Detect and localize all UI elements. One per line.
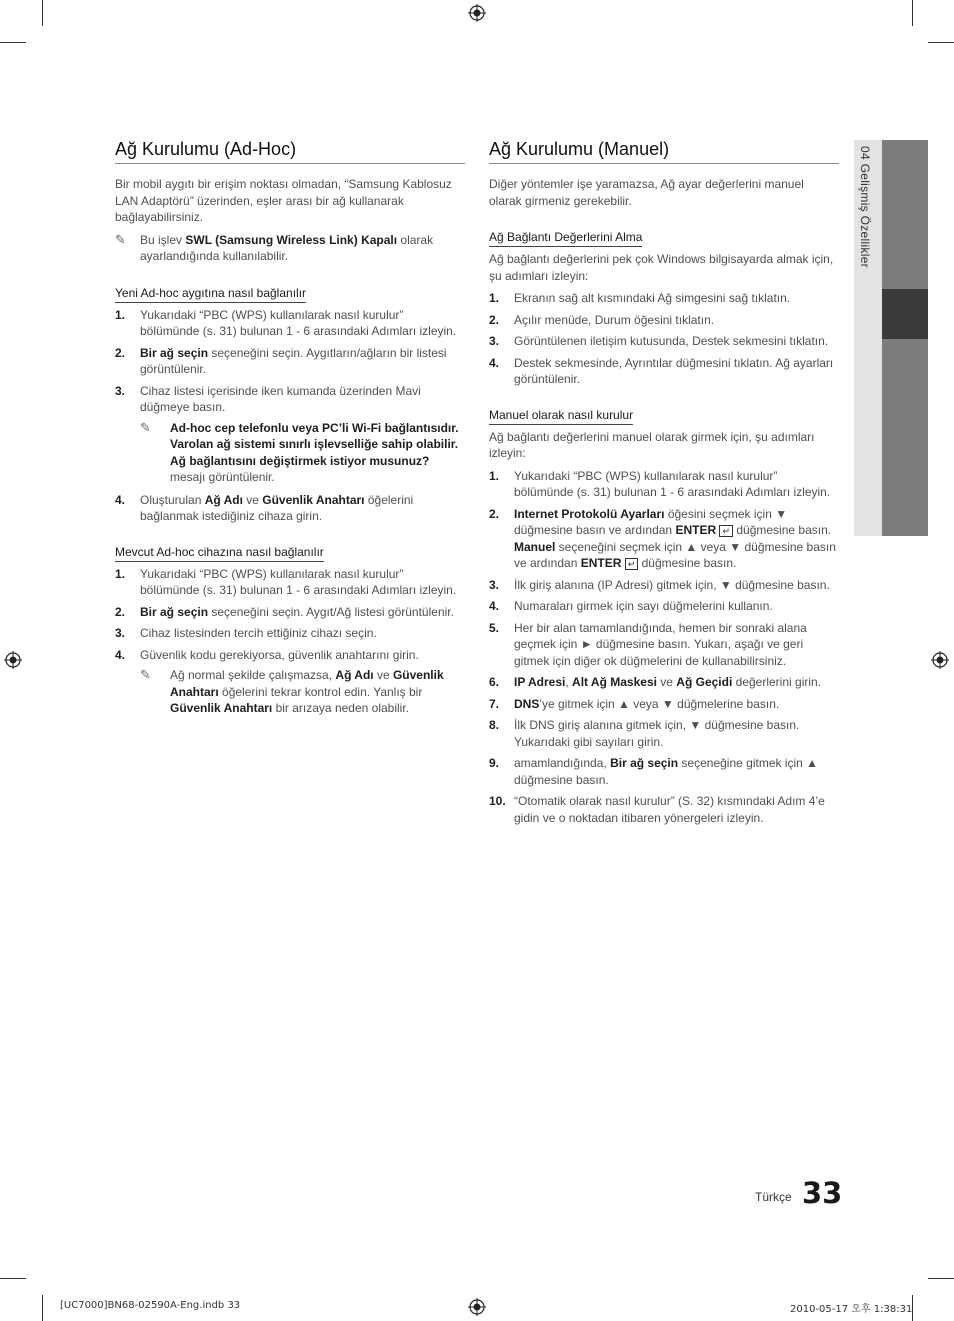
footer-language: Türkçe	[755, 1190, 792, 1204]
list-item: 5. Her bir alan tamamlandığında, hemen bir sonraki alana geçmek için ► düğmesine basın. Yukarı, aşağı ve geri gitmek için diğer ok düğmelerini de kullanabilirsiniz.	[489, 620, 807, 668]
list-item: 9. amamlandığında, Bir ağ seçin seçeneğine gitmek için ▲ düğmesine basın.	[489, 756, 819, 787]
steps-list	[489, 468, 839, 827]
list-item: 2. Bir ağ seçin seçeneğini seçin. Aygıt/Ağ listesi görüntülenir.	[115, 604, 454, 619]
steps-list	[115, 307, 465, 525]
subsection-title: Ağ Bağlantı Değerlerini Alma	[489, 229, 642, 247]
subsection-title: Mevcut Ad-hoc cihazına nasıl bağlanılır	[115, 544, 324, 562]
list-item: 4. Güvenlik kodu gerekiyorsa, güvenlik anahtarını girin. ✎ Ağ normal şekilde çalışmazsa, Ağ Adı ve Güvenlik Anahtarı öğelerini tekrar kontrol edin. Yanlış bir Güvenlik Anahtarı bir arızaya neden olabilir.	[115, 647, 465, 717]
pencil-note-icon: ✎	[115, 231, 126, 247]
crop-mark	[0, 1278, 26, 1279]
pencil-note-icon: ✎	[140, 667, 151, 682]
list-item: 7. DNS’ye gitmek için ▲ veya ▼ düğmelerine basın.	[489, 696, 780, 711]
enter-key-icon: ↵	[719, 525, 733, 537]
right-column	[489, 138, 839, 831]
list-item: 6. IP Adresi, Alt Ağ Maskesi ve Ağ Geçidi değerlerini girin.	[489, 675, 822, 689]
subsection-intro: Ağ bağlantı değerlerini manuel olarak girmek için, şu adımları izleyin:	[489, 429, 815, 460]
registration-mark-icon	[468, 4, 486, 22]
registration-mark-icon	[468, 1298, 486, 1316]
list-item: 4. Oluşturulan Ağ Adı ve Güvenlik Anahtarı öğelerini bağlanmak istediğiniz cihaza girin.	[115, 492, 414, 523]
note: ✎ Ad-hoc cep telefonlu veya PC’li Wi-Fi bağlantısıdır. Varolan ağ sistemi sınırlı işlevselliğe sahip olabilir. Ağ bağlantısını değiştirmek istiyor musunuz? mesajı görüntülenir.	[140, 419, 459, 484]
list-item: 8. İlk DNS giriş alanına gitmek için, ▼ düğmesine basın. Yukarıdaki gibi sayıları girin.	[489, 718, 800, 749]
steps-list	[489, 290, 839, 388]
enter-key-icon: ↵	[625, 558, 639, 570]
list-item: 1. Yukarıdaki “PBC (WPS) kullanılarak nasıl kurulur” bölümünde (s. 31) bulunan 1 - 6 arasındaki Adımları izleyin.	[115, 307, 457, 338]
crop-mark	[0, 42, 26, 43]
side-tab-active-marker	[882, 289, 928, 339]
list-item: 2. Açılır menüde, Durum öğesini tıklatın.	[489, 312, 715, 327]
note: ✎ Bu işlev SWL (Samsung Wireless Link) Kapalı olarak ayarlandığında kullanılabilir.	[115, 231, 434, 263]
list-item: 1. Yukarıdaki “PBC (WPS) kullanılarak nasıl kurulur” bölümünde (s. 31) bulunan 1 - 6 arasındaki Adımları izleyin.	[489, 468, 831, 499]
list-item: 10. “Otomatik olarak nasıl kurulur” (S. 32) kısmındaki Adım 4’e gidin ve o noktadan itibaren yönergeleri izleyin.	[489, 794, 825, 825]
steps-list	[115, 566, 465, 717]
list-item: 3. Cihaz listesinden tercih ettiğiniz cihazı seçin.	[115, 626, 377, 640]
list-item: 2. Internet Protokolü Ayarları öğesini seçmek için ▼ düğmesine basın ve ardından ENTER ↵ düğmesine basın. Manuel seçeneğini seçmek için ▲ veya ▼ düğmesine basın ve ardından ENTER ↵ düğmesine basın.	[489, 506, 836, 570]
list-item: 3. Cihaz listesi içerisinde iken kumanda üzerinden Mavi düğmeye basın. ✎ Ad-hoc cep telefonlu veya PC’li Wi-Fi bağlantısıdır. Varolan ağ sistemi sınırlı işlevselliğe sahip olabilir. Ağ bağlantısını değiştirmek istiyor musunuz? mesajı görüntülenir.	[115, 383, 465, 486]
section-title: Ağ Kurulumu (Ad-Hoc)	[115, 138, 465, 164]
crop-mark	[42, 1295, 43, 1321]
list-item: 3. Görüntülenen iletişim kutusunda, Destek sekmesini tıklatın.	[489, 334, 829, 348]
subsection-intro: Ağ bağlantı değerlerini pek çok Windows bilgisayarda almak için, şu adımları izleyin:	[489, 252, 834, 283]
list-item: 1. Ekranın sağ alt kısmındaki Ağ simgesini sağ tıklatın.	[489, 291, 791, 305]
crop-mark	[928, 1278, 954, 1279]
section-title: Ağ Kurulumu (Manuel)	[489, 138, 839, 164]
list-item: 4. Destek sekmesinde, Ayrıntılar düğmesini tıklatın. Ağ ayarları görüntülenir.	[489, 355, 834, 386]
registration-mark-icon	[4, 651, 22, 669]
registration-mark-icon	[931, 651, 949, 669]
list-item: 3. İlk giriş alanına (IP Adresi) gitmek için, ▼ düğmesine basın.	[489, 577, 830, 592]
list-item: 2. Bir ağ seçin seçeneğini seçin. Aygıtların/ağların bir listesi görüntülenir.	[115, 345, 447, 376]
crop-mark	[928, 42, 954, 43]
side-tab-label: 04 Gelişmiş Özellikler	[858, 146, 872, 268]
list-item: 1. Yukarıdaki “PBC (WPS) kullanılarak nasıl kurulur” bölümünde (s. 31) bulunan 1 - 6 arasındaki Adımları izleyin.	[115, 566, 457, 597]
subsection-title: Manuel olarak nasıl kurulur	[489, 407, 633, 425]
print-slug-file: [UC7000]BN68-02590A-Eng.indb 33	[60, 1300, 241, 1311]
intro-text: Diğer yöntemler işe yaramazsa, Ağ ayar değerlerini manuel olarak girmeniz gerekebilir.	[489, 177, 804, 208]
crop-mark	[912, 0, 913, 26]
pencil-note-icon: ✎	[140, 419, 151, 435]
print-slug-date: 2010-05-17 오후 1:38:31	[790, 1304, 913, 1315]
note: ✎ Ağ normal şekilde çalışmazsa, Ağ Adı ve Güvenlik Anahtarı öğelerini tekrar kontrol edin. Yanlış bir Güvenlik Anahtarı bir arızaya neden olabilir.	[140, 667, 444, 715]
crop-mark	[42, 0, 43, 26]
subsection-title: Yeni Ad-hoc aygıtına nasıl bağlanılır	[115, 285, 306, 303]
intro-text: Bir mobil aygıtı bir erişim noktası olmadan, “Samsung Kablosuz LAN Adaptörü” üzerinden, eşler arası bir ağ kullanarak bağlayabilirsiniz.	[115, 177, 452, 224]
left-column	[115, 138, 465, 723]
page-number: 33	[802, 1176, 843, 1210]
list-item: 4. Numaraları girmek için sayı düğmelerini kullanın.	[489, 599, 773, 613]
